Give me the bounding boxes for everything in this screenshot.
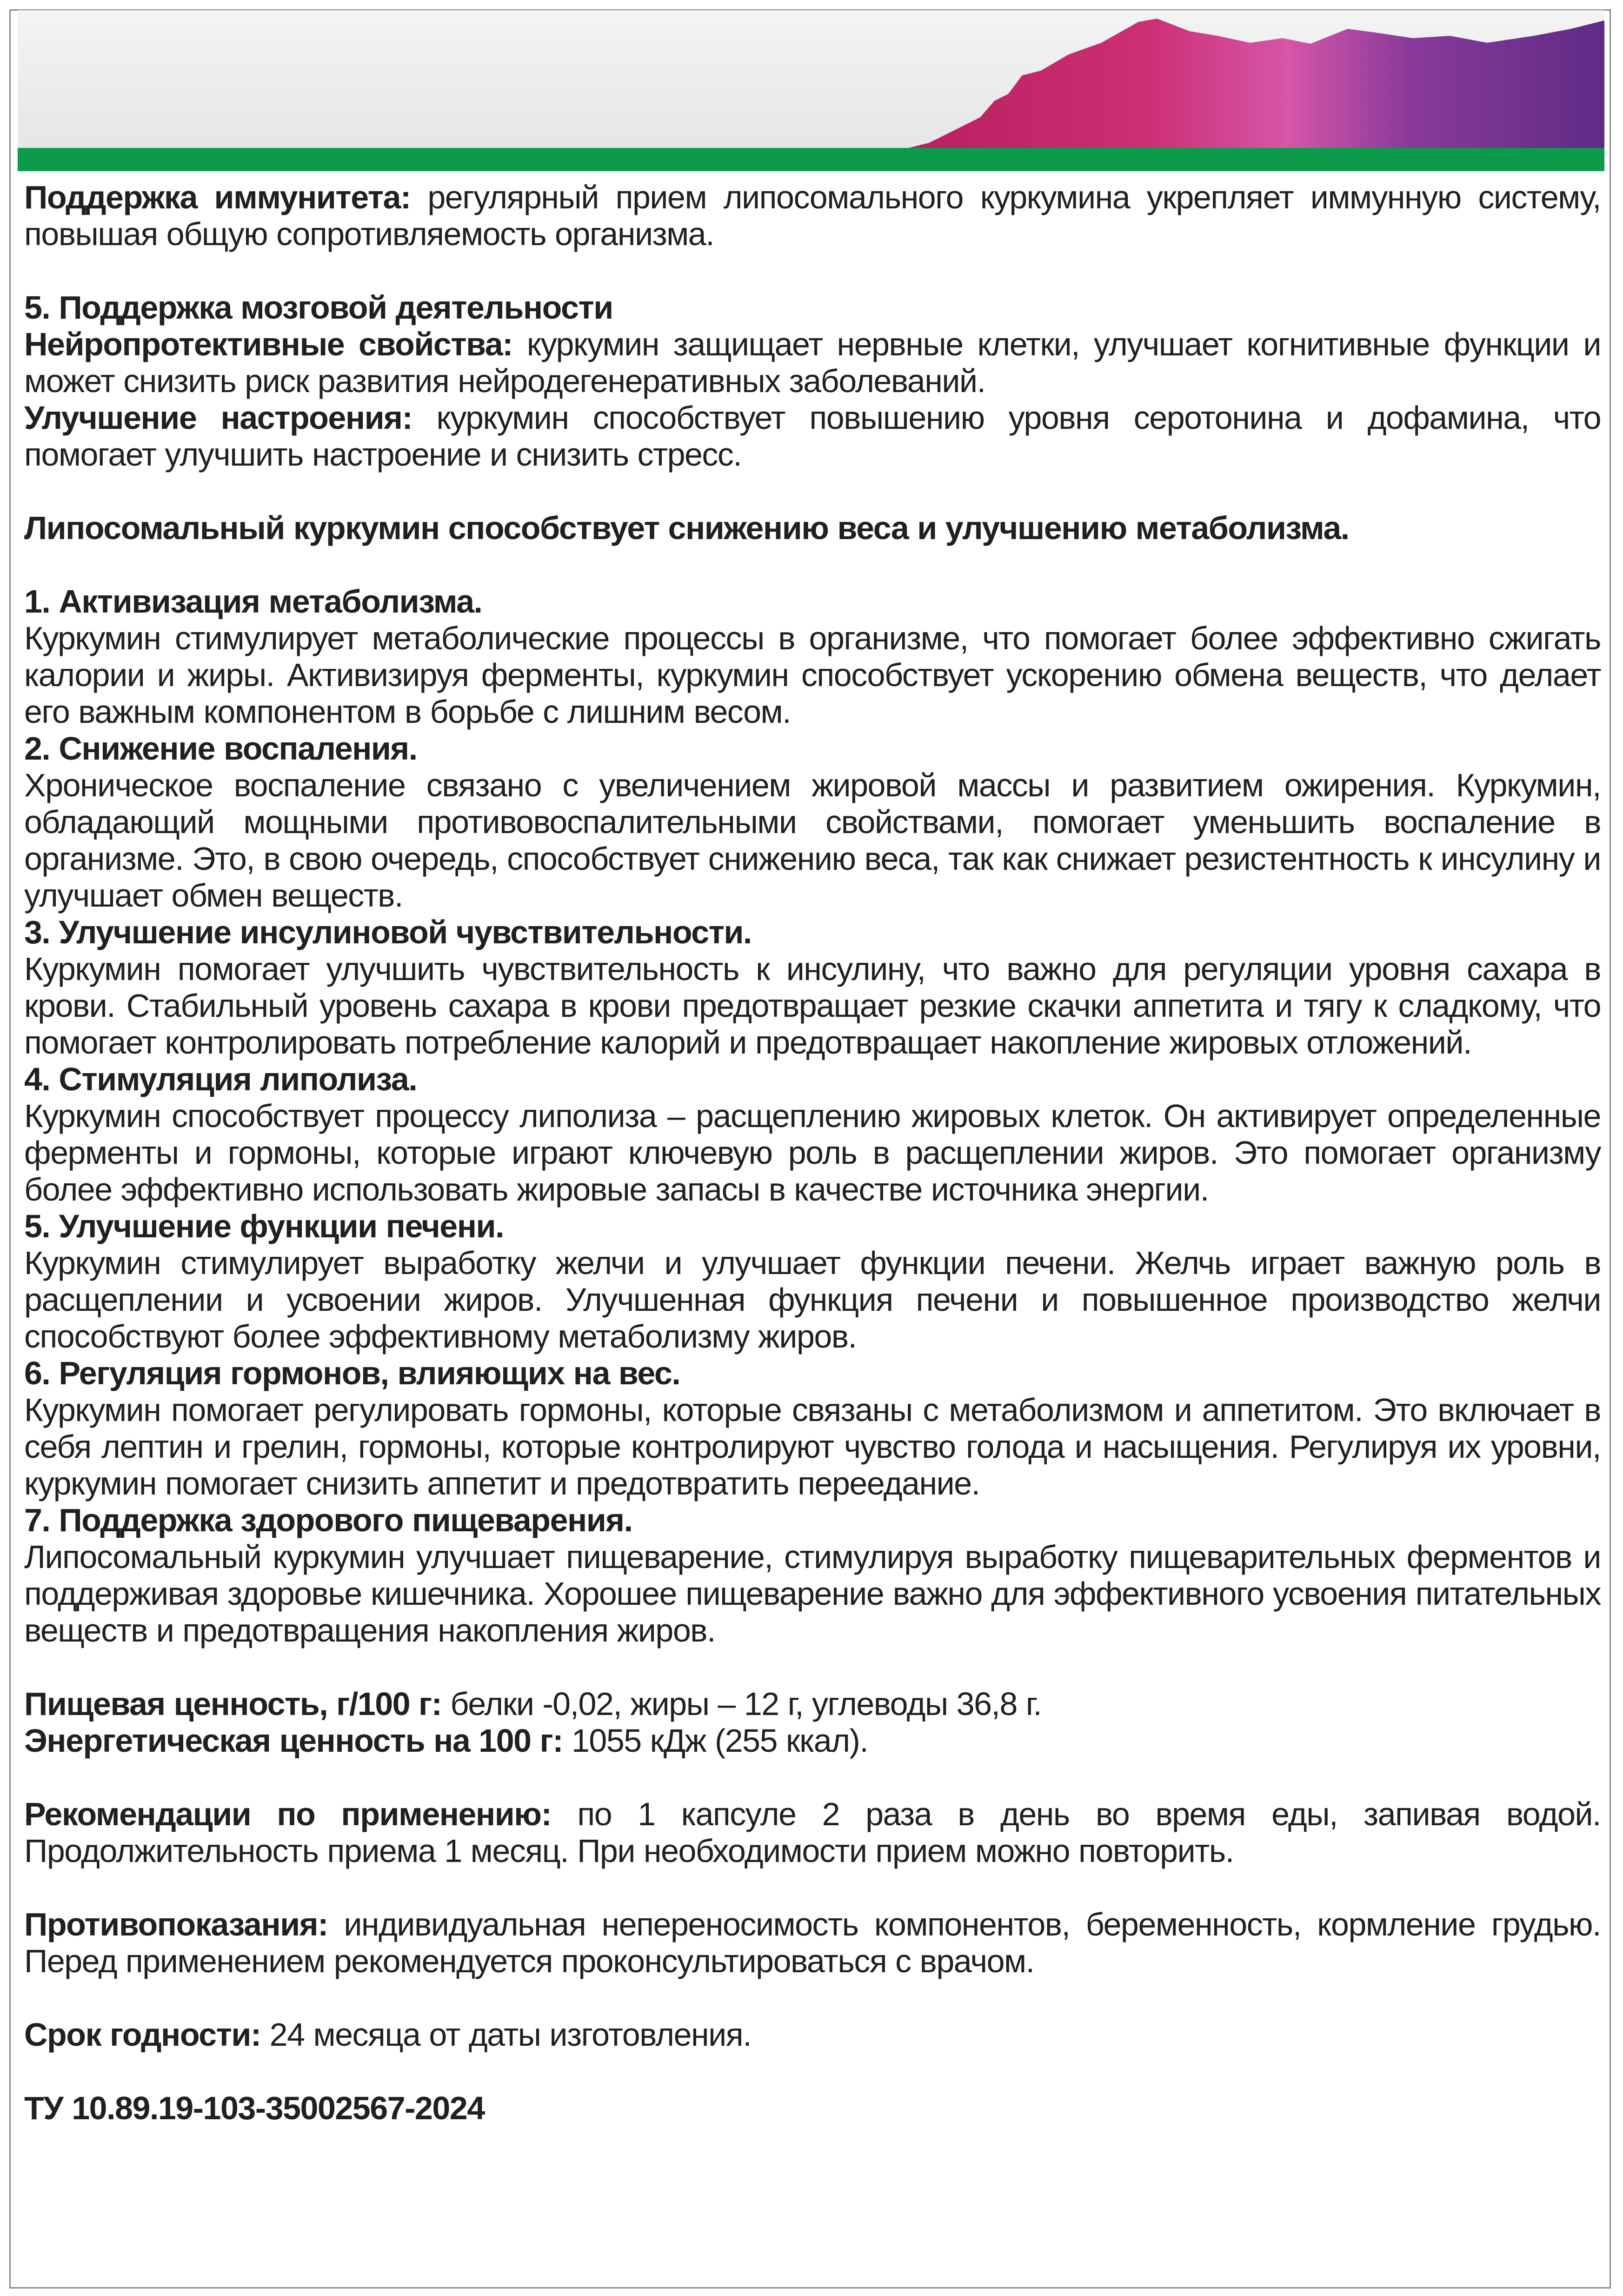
neuro-text: куркумин защищает нервные клетки, улучшает когнитивные функции и может снизить риск развития нейродегенеративных заболеваний. [24, 326, 1601, 399]
weight-intro: Липосомальный куркумин способствует снижению веса и улучшению метаболизма. [24, 510, 1349, 546]
tu-code: ТУ 10.89.19-103-35002567-2024 [24, 2090, 485, 2126]
item-text: Куркумин способствует процессу липолиза – расщеплению жировых клеток. Он активирует определенные ферменты и гормоны, которые играют ключевую роль в расщеплении жиров. Это помогает организму более эффективно использовать жировые запасы в качестве источника энергии. [24, 1098, 1601, 1208]
item-text: Липосомальный куркумин улучшает пищеварение, стимулируя выработку пищеварительных ферментов и поддерживая здоровье кишечника. Хорошее пищеварение важно для эффективного усвоения питательных веществ и предотвращения накопления жиров. [24, 1539, 1601, 1649]
item-heading: 7. Поддержка здорового пищеварения. [24, 1502, 632, 1538]
nutrition-line [24, 1686, 1601, 1722]
item-heading: 1. Активизация метаболизма. [24, 583, 482, 620]
item-6 [24, 1355, 1601, 1502]
item-text: Куркумин помогает улучшить чувствительность к инсулину, что важно для регуляции уровня сахара в крови. Стабильный уровень сахара в крови предотвращает резкие скачки аппетита и тягу к сладкому, что помогает контролировать потребление калорий и предотвращает накопление жировых отложений. [24, 951, 1601, 1061]
nutrition-text: белки -0,02, жиры – 12 г, углеводы 36,8 г. [441, 1686, 1042, 1722]
contra-label: Противопоказания: [24, 1906, 328, 1942]
item-3 [24, 914, 1601, 1061]
item-heading: 6. Регуляция гормонов, влияющих на вес. [24, 1355, 680, 1391]
green-bar [18, 148, 1604, 171]
contra-text: индивидуальная непереносимость компонентов, беременность, кормление грудью. Перед применением рекомендуется проконсультироваться с врачом. [24, 1906, 1601, 1979]
immunity-label: Поддержка иммунитета: [24, 179, 411, 215]
item-heading: 4. Стимуляция липолиза. [24, 1061, 417, 1097]
nutrition-label: Пищевая ценность, г/100 г: [24, 1686, 442, 1722]
usage-label: Рекомендации по применению: [24, 1796, 552, 1832]
neuro-paragraph [24, 326, 1601, 400]
neuro-label: Нейропротективные свойства: [24, 326, 512, 362]
item-4 [24, 1061, 1601, 1208]
header-banner [18, 10, 1604, 171]
mood-label: Улучшение настроения: [24, 400, 412, 436]
item-heading: 5. Улучшение функции печени. [24, 1208, 504, 1244]
shelf-life-text: 24 месяца от даты изготовления. [260, 2016, 752, 2053]
item-text: Куркумин помогает регулировать гормоны, которые связаны с метаболизмом и аппетитом. Это включает в себя лептин и грелин, гормоны, которые контролируют чувство голода и насыщения. Регулируя их уровни, куркумин помогает снизить аппетит и предотвратить переедание. [24, 1392, 1601, 1502]
energy-line [24, 1722, 1601, 1759]
immunity-text: регулярный прием липосомального куркумина укрепляет иммунную систему, повышая общую сопротивляемость организма. [24, 179, 1601, 252]
usage-text: по 1 капсуле 2 раза в день во время еды, запивая водой. Продолжительность приема 1 месяц. При необходимости прием можно повторить. [24, 1796, 1601, 1869]
energy-label: Энергетическая ценность на 100 г: [24, 1722, 563, 1759]
shelf-life-line [24, 2016, 1601, 2053]
energy-text: 1055 кДж (255 ккал). [563, 1722, 868, 1759]
item-1 [24, 583, 1601, 730]
item-text: Куркумин стимулирует выработку желчи и улучшает функции печени. Желчь играет важную роль в расщеплении и усвоении жиров. Улучшенная функция печени и повышенное производство желчи способствуют более эффективному метаболизму жиров. [24, 1245, 1601, 1355]
item-7 [24, 1502, 1601, 1649]
immunity-paragraph [24, 179, 1601, 253]
contra-paragraph [24, 1906, 1601, 1980]
item-heading: 3. Улучшение инсулиновой чувствительности. [24, 914, 752, 950]
item-heading: 2. Снижение воспаления. [24, 730, 417, 767]
brain-heading: 5. Поддержка мозговой деятельности [24, 289, 613, 326]
item-text: Хроническое воспаление связано с увеличением жировой массы и развитием ожирения. Куркумин, обладающий мощными противовоспалительными свойствами, помогает уменьшить воспаление в организме. Это, в свою очередь, способствует снижению веса, так как снижает резистентность к инсулину и улучшает обмен веществ. [24, 767, 1601, 914]
mood-paragraph [24, 400, 1601, 473]
mood-text: куркумин способствует повышению уровня серотонина и дофамина, что помогает улучшить настроение и снизить стресс. [24, 400, 1601, 473]
shelf-life-label: Срок годности: [24, 2016, 261, 2053]
usage-paragraph [24, 1796, 1601, 1869]
instruction-text [24, 179, 1601, 2127]
mountain-banner-graphic [18, 10, 1604, 171]
item-5 [24, 1208, 1601, 1355]
item-text: Куркумин стимулирует метаболические процессы в организме, что помогает более эффективно сжигать калории и жиры. Активизируя ферменты, куркумин способствует ускорению обмена веществ, что делает его важным компонентом в борьбе с лишним весом. [24, 620, 1601, 730]
item-2 [24, 730, 1601, 914]
